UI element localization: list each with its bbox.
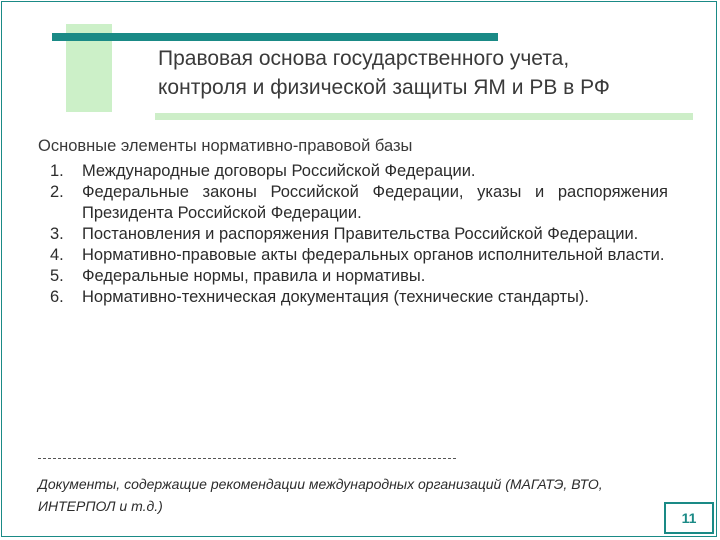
item-number: 4. (50, 246, 64, 264)
footnote-divider (38, 458, 456, 459)
decorative-bottom-bar (155, 113, 693, 120)
item-number: 6. (50, 288, 64, 306)
title-line-1: Правовая основа государственного учета, (158, 47, 570, 70)
list-item (38, 182, 668, 224)
list-item (38, 224, 668, 245)
list-item (38, 287, 668, 308)
slide-title (158, 44, 718, 102)
page-number-badge: 11 (664, 502, 714, 534)
item-number: 5. (50, 267, 64, 285)
item-text: Постановления и распоряжения Правительства Российской Федерации. (82, 225, 639, 243)
item-number: 2. (50, 183, 64, 201)
decorative-top-bar (52, 33, 498, 41)
list-item (38, 266, 668, 287)
section-subtitle: Основные элементы нормативно-правовой базы (38, 137, 413, 155)
item-text: Федеральные нормы, правила и нормативы. (82, 267, 426, 285)
footnote-text: Документы, содержащие рекомендации международных организаций (МАГАТЭ, ВТО, ИНТЕРПОЛ и т.д.) (38, 476, 603, 514)
list-item (38, 161, 668, 182)
item-text: Нормативно-техническая документация (технические стандарты). (82, 288, 589, 306)
title-line-2: контроля и физической защиты ЯМ и РВ в РФ (158, 76, 610, 99)
item-number: 3. (50, 225, 64, 243)
item-text: Международные договоры Российской Федерации. (82, 162, 476, 180)
item-number: 1. (50, 162, 64, 180)
item-text: Федеральные законы Российской Федерации, указы и распоряжения Президента Российской Федерации. (82, 183, 668, 222)
item-text: Нормативно-правовые акты федеральных органов исполнительной власти. (82, 246, 665, 264)
list-item (38, 245, 668, 266)
items-list (38, 161, 668, 308)
